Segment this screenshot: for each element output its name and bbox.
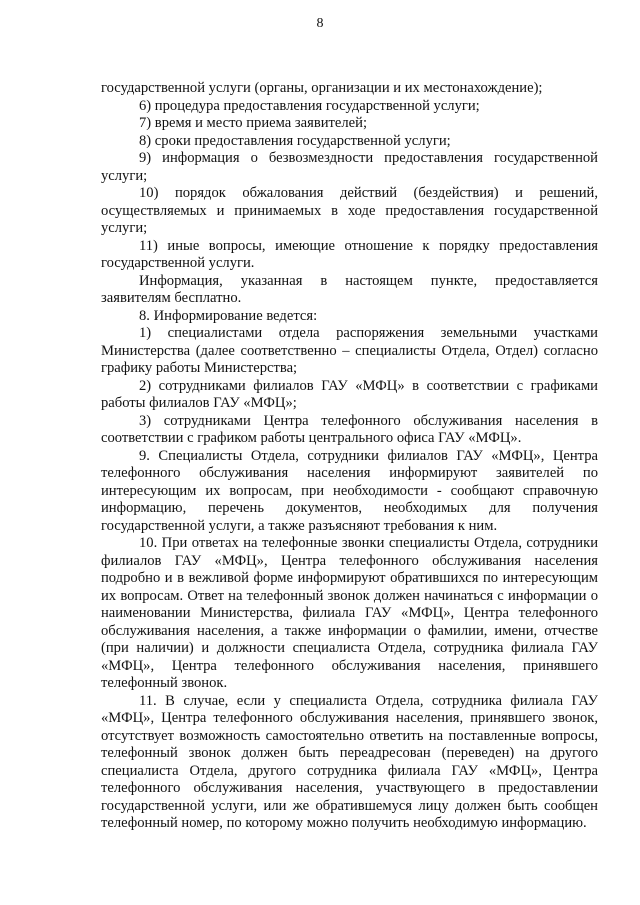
paragraph: 11. В случае, если у специалиста Отдела, сотрудника филиала ГАУ «МФЦ», Центра телефонного обслуживания населения, принявшего звонок, отсутствует возможность самостоятельно ответить на поставленные вопросы, телефонный звонок должен быть переадресован (переведен) на другого специалиста Отдела, другого сотрудника филиала ГАУ «МФЦ», Центра телефонного обслуживания населения, участвующего в предоставлении государственной услуги, или же обратившемуся лицу должен быть сообщен телефонный номер, по которому можно получить необходимую информацию. xyxy=(101,692,598,831)
list-item: 10) порядок обжалования действий (бездействия) и решений, осуществляемых и принимаемых в ходе предоставления государственной услуги; xyxy=(101,185,598,236)
paragraph: 9. Специалисты Отдела, сотрудники филиалов ГАУ «МФЦ», Центра телефонного обслуживания населения информируют заявителей по интересующим их вопросам, при необходимости - сообщают справочную информацию, перечень документов, необходимых для получения государственной услуги, а также разъясняют требования к ним. xyxy=(101,447,598,534)
list-item: 3) сотрудниками Центра телефонного обслуживания населения в соответствии с графиком работы центрального офиса ГАУ «МФЦ». xyxy=(101,412,598,446)
list-item: 6) процедура предоставления государственной услуги; xyxy=(139,97,480,114)
paragraph: Информация, указанная в настоящем пункте, предоставляется заявителям бесплатно. xyxy=(101,272,598,306)
list-item: 8) сроки предоставления государственной услуги; xyxy=(139,132,451,149)
list-item: 7) время и место приема заявителей; xyxy=(139,115,367,131)
list-item: 1) специалистами отдела распоряжения земельными участками Министерства (далее соответственно – специалисты Отдела, Отдел) согласно графику работы Министерства; xyxy=(101,325,598,376)
paragraph: 10. При ответах на телефонные звонки специалисты Отдела, сотрудники филиалов ГАУ «МФЦ», Центра телефонного обслуживания населения подробно и в вежливой форме информируют обратившихся по интересующим их вопросам. Ответ на телефонный звонок должен начинаться с информации о наименовании Министерства, филиала ГАУ «МФЦ», Центра телефонного обслуживания населения, а также информации о фамилии, имени, отчестве (при наличии) и должности специалиста Отдела, сотрудника филиала ГАУ «МФЦ», Центра телефонного обслуживания населения, принявшего телефонный звонок. xyxy=(101,535,598,691)
document-body xyxy=(101,80,598,833)
list-item: 9) информация о безвозмездности предоставления государственной услуги; xyxy=(101,150,598,184)
paragraph: государственной услуги (органы, организации и их местонахождение); xyxy=(101,80,543,96)
section-heading: 8. Информирование ведется: xyxy=(139,307,318,324)
list-item: 11) иные вопросы, имеющие отношение к порядку предоставления государственной услуги. xyxy=(101,237,598,271)
list-item: 2) сотрудниками филиалов ГАУ «МФЦ» в соответствии с графиками работы филиалов ГАУ «МФЦ»; xyxy=(101,377,598,411)
page-number: 8 xyxy=(316,16,324,31)
